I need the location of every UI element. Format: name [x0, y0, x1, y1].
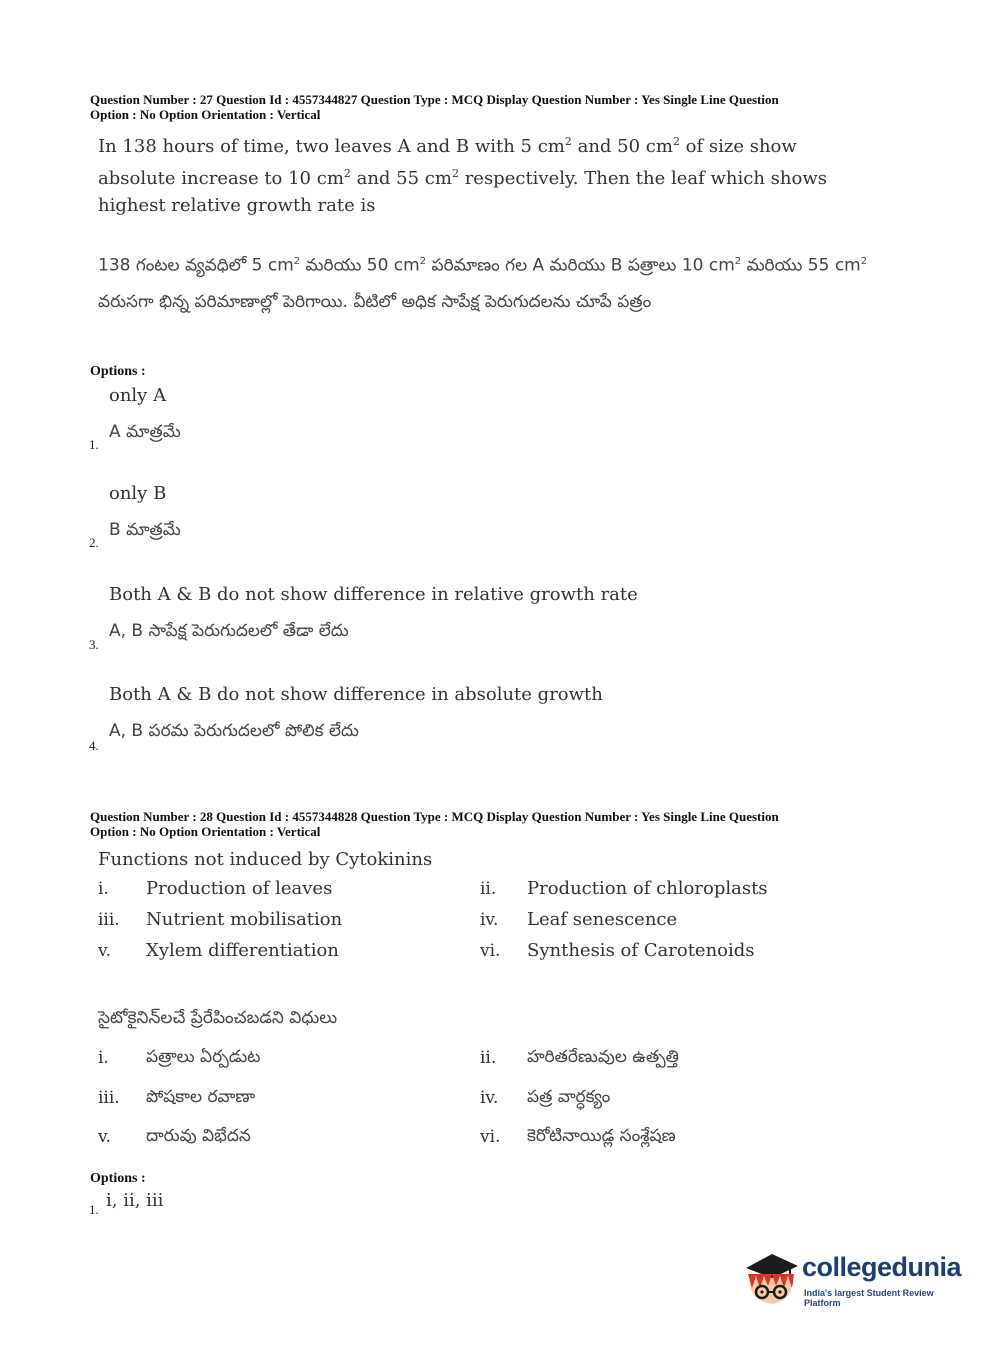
q28-te-item-3: పోషకాల రవాణా: [146, 1087, 256, 1107]
q27-option-1-number: 1.: [89, 437, 99, 452]
q27-option-1-english[interactable]: only A: [109, 385, 167, 406]
q28-en-item-1-numeral: i.: [98, 879, 109, 899]
q28-en-item-5: Xylem differentiation: [146, 940, 339, 961]
q28-te-item-1-numeral: i.: [98, 1048, 109, 1068]
q28-en-item-2: Production of chloroplasts: [527, 878, 768, 899]
q27-header: [90, 92, 890, 122]
q28-header-line2: Option : No Option Orientation : Vertical: [90, 824, 321, 839]
q28-te-item-5-numeral: v.: [98, 1127, 111, 1147]
q28-en-item-4: Leaf senescence: [527, 909, 678, 930]
q28-te-item-4: పత్ర వార్ధక్యం: [527, 1087, 611, 1107]
q27-option-3-number: 3.: [89, 637, 99, 652]
q28-options-label: Options :: [90, 1171, 146, 1186]
q28-header-line1: Question Number : 28 Question Id : 4557344828 Question Type : MCQ Display Question Number : Yes Single Line Question: [90, 809, 779, 824]
q28-te-item-3-numeral: iii.: [98, 1088, 120, 1108]
q28-en-item-4-numeral: iv.: [480, 910, 499, 930]
q28-te-item-6-numeral: vi.: [480, 1127, 501, 1147]
q28-en-item-2-numeral: ii.: [480, 879, 497, 899]
q27-option-4-english[interactable]: Both A & B do not show difference in absolute growth: [109, 684, 603, 705]
q27-header-line2: Option : No Option Orientation : Vertical: [90, 107, 321, 122]
q27-option-4-telugu[interactable]: A, B పరమ పెరుగుదలలో పోలిక లేదు: [109, 721, 359, 741]
q28-option-1-number: 1.: [89, 1202, 99, 1217]
q28-header: [90, 809, 890, 839]
q27-option-3-telugu[interactable]: A, B సాపేక్ష పెరుగుదలలో తేడా లేదు: [109, 621, 349, 641]
q28-te-item-1: పత్రాలు ఏర్పడుట: [146, 1047, 261, 1067]
q28-en-item-6-numeral: vi.: [480, 941, 501, 961]
q28-te-item-2: హరితరేణువుల ఉత్పత్తి: [527, 1047, 679, 1067]
q28-te-item-5: దారువు విభేదన: [146, 1126, 251, 1146]
q28-te-item-2-numeral: ii.: [480, 1048, 497, 1068]
q27-option-2-number: 2.: [89, 535, 99, 550]
q27-option-2-english[interactable]: only B: [109, 483, 167, 504]
q28-en-item-6: Synthesis of Carotenoids: [527, 940, 755, 961]
q27-english-text: In 138 hours of time, two leaves A and B with 5 $cm^2$ and 50 $cm^2$ of size show absolute increase to 10 $cm^2$ and 55 $cm^2$ respectively. Then the leaf which shows highest relative growth rate is: [98, 135, 827, 216]
q28-english-title: Functions not induced by Cytokinins: [98, 849, 433, 870]
q27-telugu-text: 138 గంటల వ్యవధిలో 5 $cm^2$ మరియు 50 $cm^2$ పరిమాణం గల A మరియు B పత్రాలు 10 $cm^2$ మరియు 55 $cm^2$ వరుసగా భిన్న పరిమాణాల్లో పెరిగాయి. వీటిలో అధిక సాపేక్ష పెరుగుదలను చూపే పత్రం: [98, 255, 868, 312]
q27-header-line1: Question Number : 27 Question Id : 4557344827 Question Type : MCQ Display Question Number : Yes Single Line Question: [90, 92, 779, 107]
logo-name: collegedunia: [802, 1252, 962, 1282]
logo-tagline: India's largest Student Review Platform: [804, 1288, 934, 1308]
q27-option-4-number: 4.: [89, 738, 99, 753]
q27-option-3-english[interactable]: Both A & B do not show difference in relative growth rate: [109, 584, 638, 605]
q28-en-item-5-numeral: v.: [98, 941, 111, 961]
collegedunia-logo: [742, 1248, 972, 1310]
q27-option-2-telugu[interactable]: B మాత్రమే: [109, 520, 181, 540]
q28-en-item-3-numeral: iii.: [98, 910, 120, 930]
mascot-icon: [742, 1248, 802, 1310]
q28-en-item-3: Nutrient mobilisation: [146, 909, 343, 930]
q28-te-item-6: కెరోటినాయిడ్ల సంశ్లేషణ: [527, 1126, 676, 1146]
q28-telugu-title: సైటోకైనిన్‌లచే ప్రేరేపించబడని విధులు: [98, 1008, 338, 1028]
q28-te-item-4-numeral: iv.: [480, 1088, 499, 1108]
q27-option-1-telugu[interactable]: A మాత్రమే: [109, 422, 181, 442]
q28-en-item-1: Production of leaves: [146, 878, 333, 899]
q27-options-label: Options :: [90, 364, 146, 379]
q28-option-1-text[interactable]: i, ii, iii: [106, 1190, 164, 1211]
